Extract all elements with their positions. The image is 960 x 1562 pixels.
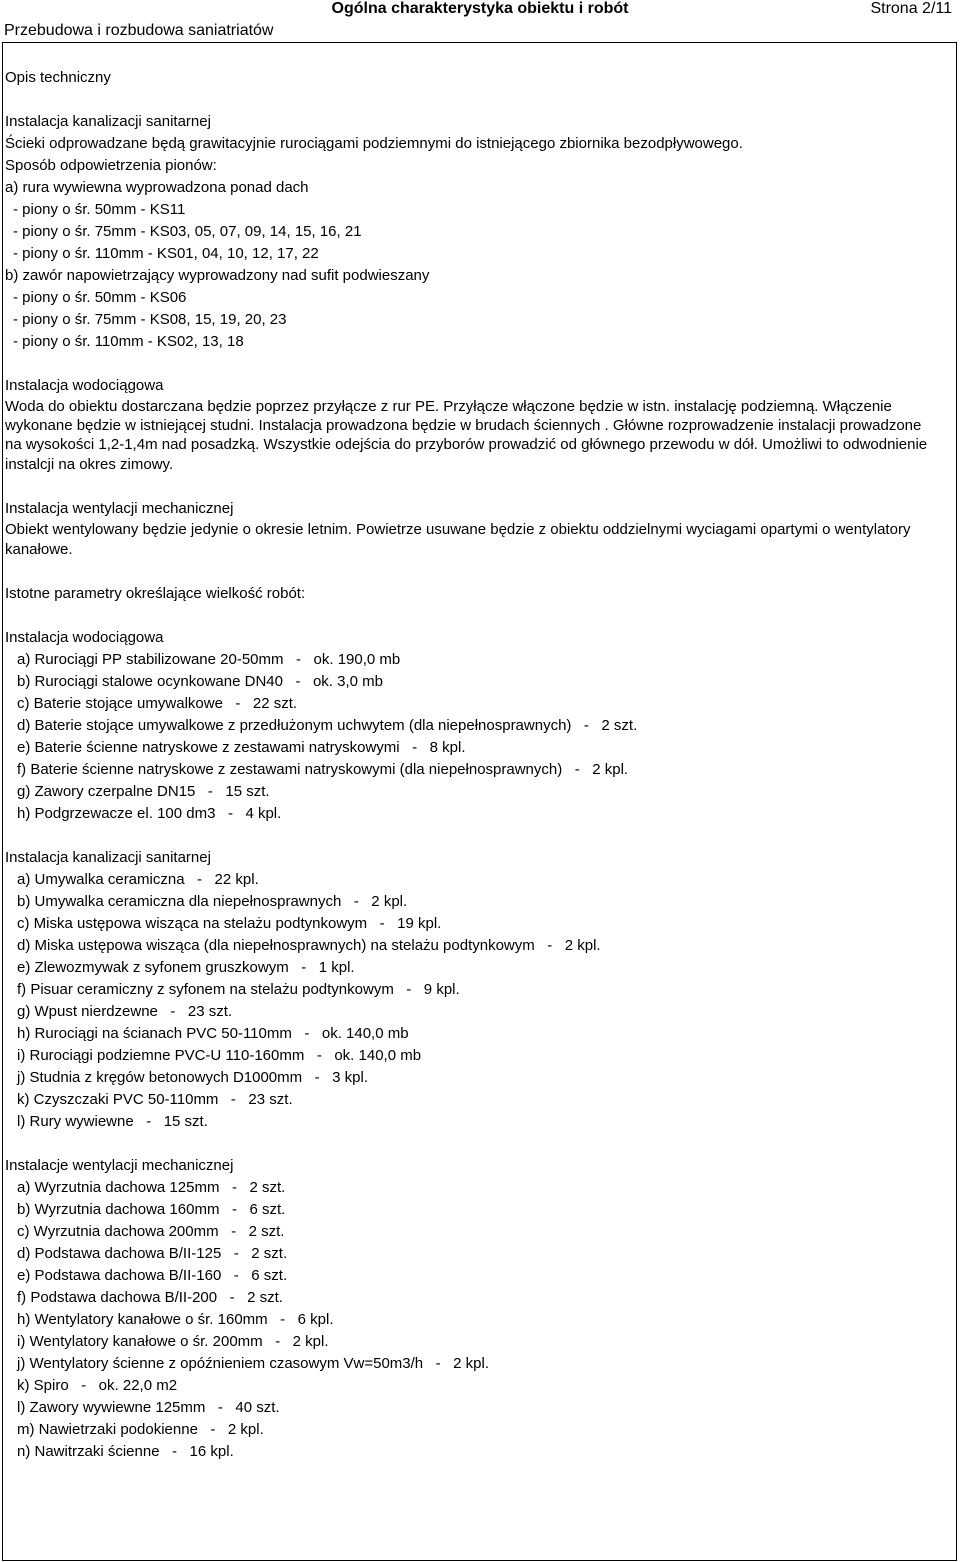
list-item: b) zawór napowietrzający wyprowadzony nad sufit podwieszany [5,267,430,284]
section-heading: Instalacje wentylacji mechanicznej [5,1157,234,1174]
list-item: c) Baterie stojące umywalkowe - 22 szt. [17,695,298,712]
list-item: h) Podgrzewacze el. 100 dm3 - 4 kpl. [17,805,282,822]
list-item: j) Studnia z kręgów betonowych D1000mm - 3 kpl. [17,1069,368,1086]
paragraph: Ścieki odprowadzane będą grawitacyjnie rurociągami podziemnymi do istniejącego zbiornika bezodpływowego. [5,135,743,152]
sewage-quantities [5,847,950,1133]
paragraph: instalcji na okres zimowy. [5,456,174,473]
list-item: g) Wpust nierdzewne - 23 szt. [17,1003,233,1020]
list-item: a) Rurociągi PP stabilizowane 20-50mm - ok. 190,0 mb [17,651,401,668]
list-item: i) Rurociągi podziemne PVC-U 110-160mm - ok. 140,0 mb [17,1047,422,1064]
page-number: Strona 2/11 [870,0,952,17]
list-item: h) Wentylatory kanałowe o śr. 160mm - 6 kpl. [17,1311,334,1328]
water-quantities [5,627,950,825]
list-item: j) Wentylatory ścienne z opóźnieniem czasowym Vw=50m3/h - 2 kpl. [17,1355,490,1372]
list-item: b) Wyrzutnia dachowa 160mm - 6 szt. [17,1201,286,1218]
paragraph: na wysokości 1,2-1,4m nad posadzką. Wszystkie odejścia do przyborów prowadzić od głównego przewodu w dół. Umożliwi to odwodnienie [5,436,928,453]
sewage-section [5,111,950,353]
section-heading: Instalacja kanalizacji sanitarnej [5,113,211,130]
list-item: m) Nawietrzaki podokienne - 2 kpl. [17,1421,264,1438]
list-item: d) Podstawa dachowa B/II-125 - 2 szt. [17,1245,288,1262]
list-item: i) Wentylatory kanałowe o śr. 200mm - 2 kpl. [17,1333,329,1350]
ventilation-quantities [5,1155,950,1463]
paragraph: Woda do obiektu dostarczana będzie poprzez przyłącze z rur PE. Przyłącze włączone będzie w istn. instalację podziemną. Włączenie wykonane będzie w istniejącej studni. Instalacja prowadzona będzie w brudach ściennych . Główne rozprowadzenie instalacji prowadzone [5,398,922,434]
list-item: d) Baterie stojące umywalkowe z przedłużonym uchwytem (dla niepełnosprawnych) - 2 szt. [17,717,638,734]
list-item: - piony o śr. 50mm - KS11 [13,201,186,218]
ventilation-section [5,498,950,561]
list-item: f) Pisuar ceramiczny z syfonem na stelażu podtynkowym - 9 kpl. [17,981,460,998]
list-item: - piony o śr. 75mm - KS08, 15, 19, 20, 23 [13,311,287,328]
list-item: b) Rurociągi stalowe ocynkowane DN40 - ok. 3,0 mb [17,673,383,690]
list-item: h) Rurociągi na ścianach PVC 50-110mm - ok. 140,0 mb [17,1025,409,1042]
list-item: c) Miska ustępowa wisząca na stelażu podtynkowym - 19 kpl. [17,915,442,932]
list-item: e) Zlewozmywak z syfonem gruszkowym - 1 kpl. [17,959,355,976]
list-item: f) Baterie ścienne natryskowe z zestawami natryskowymi (dla niepełnosprawnych) - 2 kpl. [17,761,629,778]
list-item: f) Podstawa dachowa B/II-200 - 2 szt. [17,1289,283,1306]
section-heading: Instalacja wentylacji mechanicznej [5,500,234,517]
section-heading: Instalacja wodociągowa [5,629,164,646]
list-item: - piony o śr. 110mm - KS02, 13, 18 [13,333,244,350]
paragraph: kanałowe. [5,541,73,558]
list-item: a) Umywalka ceramiczna - 22 kpl. [17,871,259,888]
params-title: Istotne parametry określające wielkość robót: [5,585,306,602]
section-heading: Instalacja wodociągowa [5,377,164,394]
document-project-title: Przebudowa i rozbudowa saniatriatów [4,22,274,39]
list-item: b) Umywalka ceramiczna dla niepełnosprawnych - 2 kpl. [17,893,408,910]
list-item: g) Zawory czerpalne DN15 - 15 szt. [17,783,270,800]
list-item: - piony o śr. 110mm - KS01, 04, 10, 12, 17, 22 [13,245,319,262]
list-item: e) Baterie ścienne natryskowe z zestawami natryskowymi - 8 kpl. [17,739,466,756]
list-item: k) Spiro - ok. 22,0 m2 [17,1377,178,1394]
page-header [0,0,960,44]
list-item: l) Rury wywiewne - 15 szt. [17,1113,208,1130]
list-item: c) Wyrzutnia dachowa 200mm - 2 szt. [17,1223,285,1240]
paragraph: Obiekt wentylowany będzie jedynie o okresie letnim. Powietrze usuwane będzie z obiektu oddzielnymi wyciagami opartymi o wentylatory [5,521,911,538]
water-section [5,375,950,476]
list-item: d) Miska ustępowa wisząca (dla niepełnosprawnych) na stelażu podtynkowym - 2 kpl. [17,937,601,954]
list-item: - piony o śr. 75mm - KS03, 05, 07, 09, 14, 15, 16, 21 [13,223,362,240]
paragraph: Sposób odpowietrzenia pionów: [5,157,217,174]
section-heading: Instalacja kanalizacji sanitarnej [5,849,211,866]
list-item: a) rura wywiewna wyprowadzona ponad dach [5,179,309,196]
list-item: e) Podstawa dachowa B/II-160 - 6 szt. [17,1267,288,1284]
document-section-title: Ogólna charakterystyka obiektu i robót [331,0,629,17]
list-item: k) Czyszczaki PVC 50-110mm - 23 szt. [17,1091,293,1108]
list-item: l) Zawory wywiewne 125mm - 40 szt. [17,1399,280,1416]
list-item: a) Wyrzutnia dachowa 125mm - 2 szt. [17,1179,286,1196]
list-item: - piony o śr. 50mm - KS06 [13,289,187,306]
list-item: n) Nawitrzaki ścienne - 16 kpl. [17,1443,234,1460]
document-body [5,67,950,1463]
doc-title: Opis techniczny [5,69,111,86]
